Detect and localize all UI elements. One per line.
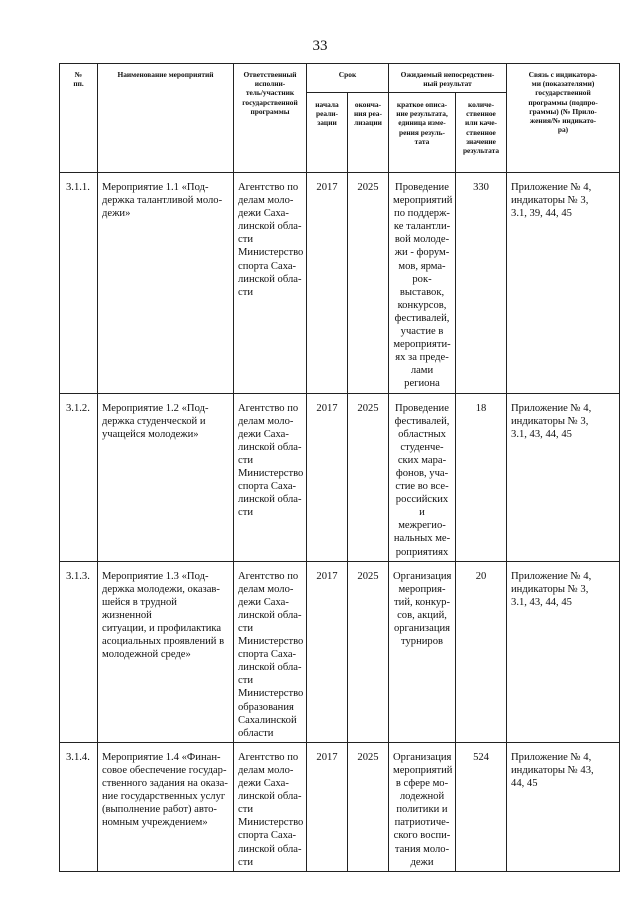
header-row-1: [60, 64, 620, 93]
header-executor: Ответственный исполни- тель/участник государственной программы: [234, 64, 307, 173]
header-result: Ожидаемый непосредствен- ный результат: [389, 64, 507, 93]
row-result: Проведение мероприятий по поддерж- ке талантли- вой молоде- жи - форум- мов, ярма- рок- выставок, конкурсов, фестивалей, участие в мероприяти- ях за преде- лами региона: [389, 173, 456, 394]
row-start: 2017: [307, 561, 348, 742]
row-result: Организация мероприя- тий, конкур- сов, акций, организация турниров: [389, 561, 456, 742]
row-end: 2025: [348, 173, 389, 394]
row-executor: Агентство по делам моло- дежи Саха- линской обла- сти Министерство спорта Саха- линской обла- сти: [234, 742, 307, 871]
row-end: 2025: [348, 742, 389, 871]
row-num: 3.1.2.: [60, 393, 98, 561]
row-name: Мероприятие 1.4 «Финан- совое обеспечение государ- ственного задания на оказа- ние государственных услуг (выполнение работ) авто- номным учреждением»: [98, 742, 234, 871]
header-name: Наименование мероприятий: [98, 64, 234, 173]
row-end: 2025: [348, 561, 389, 742]
header-link: Связь с индикатора- ми (показателями) государственной программы (подпро- граммы) (№ Прило- жения/№ индикато- ра): [507, 64, 620, 173]
row-start: 2017: [307, 393, 348, 561]
row-end: 2025: [348, 393, 389, 561]
row-result: Организация мероприятий в сфере мо- лодежной политики и патриотиче- ского воспи- тания моло- дежи: [389, 742, 456, 871]
events-table: [59, 63, 620, 872]
row-num: 3.1.3.: [60, 561, 98, 742]
row-link: Приложение № 4, индикаторы № 3, 3.1, 43, 44, 45: [507, 393, 620, 561]
table-row: [60, 742, 620, 871]
header-result-desc: краткое описа- ние результата, единица изме- рения резуль- тата: [389, 93, 456, 173]
header-num: № пп.: [60, 64, 98, 173]
row-name: Мероприятие 1.1 «Под- держка талантливой моло- дежи»: [98, 173, 234, 394]
table-row: [60, 561, 620, 742]
row-name: Мероприятие 1.3 «Под- держка молодежи, оказав- шейся в трудной жизненной ситуации, и профилактика асоциальных проявлений в молодежной среде»: [98, 561, 234, 742]
row-num: 3.1.1.: [60, 173, 98, 394]
row-value: 20: [456, 561, 507, 742]
row-name: Мероприятие 1.2 «Под- держка студенческой и учащейся молодежи»: [98, 393, 234, 561]
table-row: [60, 173, 620, 394]
row-start: 2017: [307, 742, 348, 871]
row-value: 18: [456, 393, 507, 561]
table-row: [60, 393, 620, 561]
row-result: Проведение фестивалей, областных студенче- ских мара- фонов, уча- стие во все- российских и межрегио- нальных ме- роприятиях: [389, 393, 456, 561]
row-link: Приложение № 4, индикаторы № 3, 3.1, 39, 44, 45: [507, 173, 620, 394]
header-term: Срок: [307, 64, 389, 93]
header-term-end: оконча- ния реа- лизации: [348, 93, 389, 173]
row-value: 330: [456, 173, 507, 394]
row-link: Приложение № 4, индикаторы № 3, 3.1, 43, 44, 45: [507, 561, 620, 742]
row-executor: Агентство по делам моло- дежи Саха- линской обла- сти Министерство спорта Саха- линской обла- сти Министерство образования Сахалинской области: [234, 561, 307, 742]
page-number: 33: [312, 38, 328, 54]
header-term-start: начала реали- зации: [307, 93, 348, 173]
row-num: 3.1.4.: [60, 742, 98, 871]
row-link: Приложение № 4, индикаторы № 43, 44, 45: [507, 742, 620, 871]
row-value: 524: [456, 742, 507, 871]
header-result-value: количе- ственное или каче- ственное значение результата: [456, 93, 507, 173]
row-executor: Агентство по делам моло- дежи Саха- линской обла- сти Министерство спорта Саха- линской обла- сти: [234, 173, 307, 394]
row-executor: Агентство по делам моло- дежи Саха- линской обла- сти Министерство спорта Саха- линской обла- сти: [234, 393, 307, 561]
row-start: 2017: [307, 173, 348, 394]
